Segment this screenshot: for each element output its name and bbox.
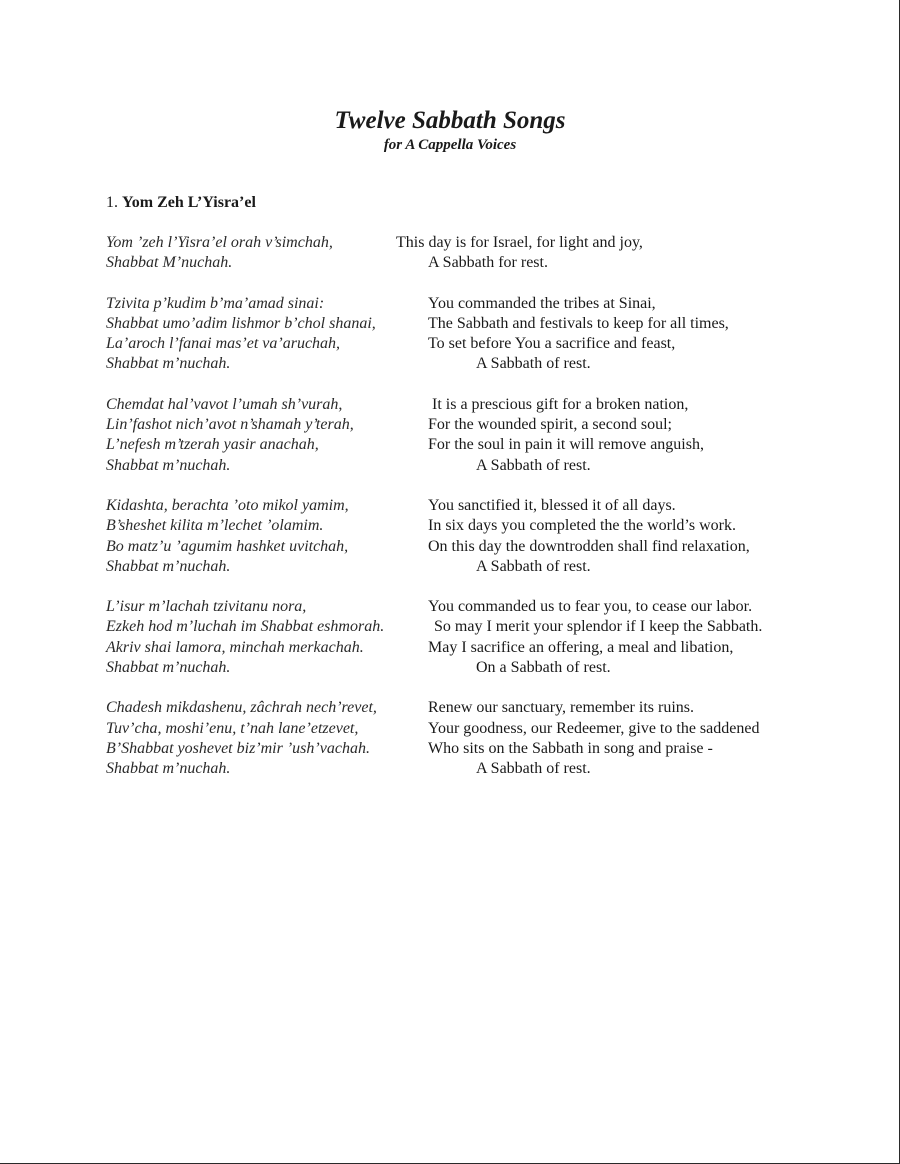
stanza-3 <box>106 395 806 476</box>
transliteration-text: Shabbat M’nuchah. <box>106 254 233 272</box>
translation-text: Your goodness, our Redeemer, give to the saddened <box>428 719 760 737</box>
lyrics-body <box>106 233 806 800</box>
lyric-line <box>106 334 806 354</box>
transliteration-text: Shabbat m’nuchah. <box>106 456 231 474</box>
transliteration-text: L’nefesh m’tzerah yasir anachah, <box>106 436 319 454</box>
translation-text: This day is for Israel, for light and joy, <box>396 234 643 251</box>
translation-text: On a Sabbath of rest. <box>476 659 611 677</box>
translation-text: Who sits on the Sabbath in song and praise - <box>428 739 713 757</box>
lyric-line <box>106 638 806 658</box>
translation-text: It is a prescious gift for a broken nation, <box>432 395 689 413</box>
lyric-line <box>106 354 806 374</box>
transliteration-text: B’Shabbat yoshevet biz’mir ’ush’vachah. <box>106 739 370 757</box>
translation-text: A Sabbath of rest. <box>476 456 591 474</box>
lyric-line <box>106 617 806 637</box>
translation-text: The Sabbath and festivals to keep for all times, <box>428 314 729 332</box>
transliteration-text: Tuv’cha, moshi’enu, t’nah lane’etzevet, <box>106 719 359 737</box>
stanza-6 <box>106 698 806 779</box>
lyric-line <box>106 294 806 314</box>
transliteration-text: Shabbat m’nuchah. <box>106 355 231 373</box>
transliteration-text: Shabbat m’nuchah. <box>106 659 231 677</box>
lyric-line <box>106 739 806 759</box>
translation-text: You commanded the tribes at Sinai, <box>428 294 656 312</box>
transliteration-text: Lin’fashot nich’avot n’shamah y’terah, <box>106 416 354 434</box>
lyric-line <box>106 698 806 718</box>
transliteration-text: La’aroch l’fanai mas’et va’aruchah, <box>106 335 341 353</box>
translation-text: In six days you completed the the world’s work. <box>428 517 736 535</box>
transliteration-text: Yom ’zeh l’Yisra’el orah v’simchah, <box>106 234 333 251</box>
translation-text: For the soul in pain it will remove anguish, <box>428 436 704 454</box>
transliteration-text: Ezkeh hod m’luchah im Shabbat eshmorah. <box>106 618 385 636</box>
page-subtitle: for A Cappella Voices <box>383 137 517 153</box>
lyric-line <box>106 496 806 516</box>
translation-text: A Sabbath of rest. <box>476 760 591 778</box>
song-title: Yom Zeh L’Yisra’el <box>122 194 256 211</box>
lyric-line <box>106 516 806 536</box>
lyric-line <box>106 233 806 253</box>
stanza-1 <box>106 233 806 274</box>
lyric-line <box>106 395 806 415</box>
lyric-line <box>106 557 806 577</box>
translation-text: May I sacrifice an offering, a meal and libation, <box>428 638 734 656</box>
transliteration-text: Shabbat m’nuchah. <box>106 557 231 575</box>
translation-text: So may I merit your splendor if I keep the Sabbath. <box>434 618 763 636</box>
translation-text: You commanded us to fear you, to cease our labor. <box>428 598 753 616</box>
page-title: Twelve Sabbath Songs <box>334 107 566 134</box>
transliteration-text: Akriv shai lamora, minchah merkachah. <box>106 638 364 656</box>
lyric-line <box>106 314 806 334</box>
translation-text: A Sabbath of rest. <box>476 557 591 575</box>
lyric-line <box>106 456 806 476</box>
lyric-line <box>106 719 806 739</box>
stanza-4 <box>106 496 806 577</box>
stanza-2 <box>106 294 806 375</box>
translation-text: For the wounded spirit, a second soul; <box>428 416 672 434</box>
lyric-line <box>106 597 806 617</box>
transliteration-text: L’isur m’lachah tzivitanu nora, <box>106 598 307 616</box>
transliteration-text: Chemdat hal’vavot l’umah sh’vurah, <box>106 395 343 413</box>
transliteration-text: Shabbat umo’adim lishmor b’chol shanai, <box>106 314 376 332</box>
lyric-line <box>106 658 806 678</box>
lyric-line <box>106 537 806 557</box>
translation-text: You sanctified it, blessed it of all days. <box>428 496 676 514</box>
song-number: 1. <box>106 194 118 211</box>
transliteration-text: Tzivita p’kudim b’ma’amad sinai: <box>106 294 325 312</box>
translation-text: Renew our sanctuary, remember its ruins. <box>428 699 694 717</box>
lyric-line <box>106 435 806 455</box>
translation-text: A Sabbath of rest. <box>476 355 591 373</box>
stanza-5 <box>106 597 806 678</box>
translation-text: To set before You a sacrifice and feast, <box>428 335 676 353</box>
lyric-line <box>106 253 806 273</box>
transliteration-text: Chadesh mikdashenu, zâchrah nech’revet, <box>106 699 377 717</box>
transliteration-text: B’sheshet kilita m’lechet ’olamim. <box>106 517 324 535</box>
title-block <box>0 106 900 154</box>
transliteration-text: Bo matz’u ’agumim hashket uvitchah, <box>106 537 349 555</box>
translation-text: On this day the downtrodden shall find relaxation, <box>428 537 750 555</box>
translation-text: A Sabbath for rest. <box>428 254 548 272</box>
lyric-line <box>106 759 806 779</box>
transliteration-text: Kidashta, berachta ’oto mikol yamim, <box>106 496 349 514</box>
lyric-line <box>106 415 806 435</box>
transliteration-text: Shabbat m’nuchah. <box>106 760 231 778</box>
song-heading <box>106 193 256 213</box>
